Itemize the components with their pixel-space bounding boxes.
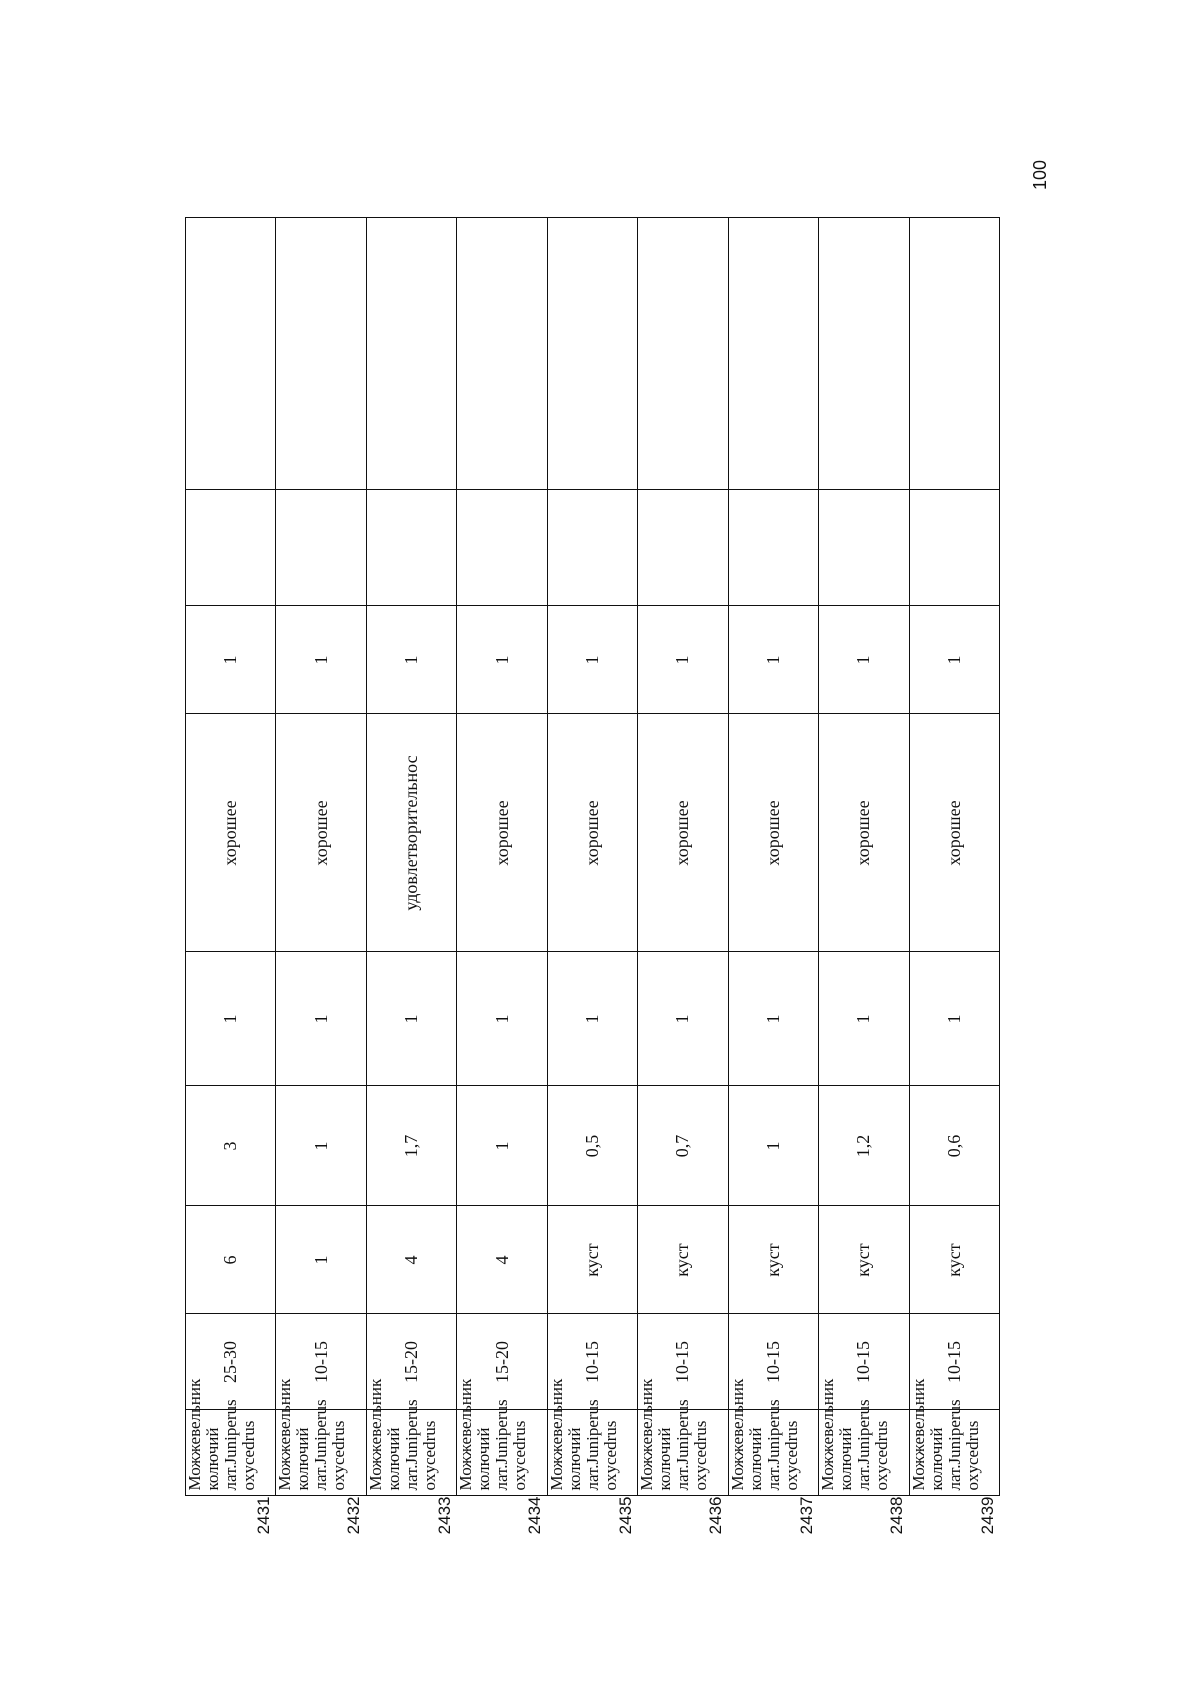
page-number: 100 (1030, 159, 1050, 191)
species-name-line: лат.Juniperus (401, 1399, 421, 1491)
value-cell-8: 1 (638, 606, 728, 714)
empty-cell-9 (366, 490, 456, 606)
age-cell: 10-15 (638, 1314, 728, 1410)
species-name-line: Можжевельник (818, 1378, 838, 1491)
condition-cell: хорошее (547, 714, 637, 952)
species-name-line: колючий (926, 1427, 946, 1491)
value-cell-5: 0,7 (638, 1086, 728, 1206)
empty-cell-9 (909, 490, 1000, 606)
value-cell-8: 1 (457, 606, 547, 714)
condition-cell: хорошее (276, 714, 366, 952)
species-name-line: Можжевельник (546, 1378, 566, 1491)
table-row (366, 218, 456, 1540)
table-row (728, 218, 818, 1540)
table-row (909, 218, 1000, 1540)
value-cell-4: куст (909, 1206, 1000, 1314)
empty-cell-10 (819, 218, 909, 490)
empty-cell-9 (819, 490, 909, 606)
species-name-line: oxycedrus (419, 1420, 439, 1491)
species-name-line: Можжевельник (727, 1378, 747, 1491)
empty-cell-10 (457, 218, 547, 490)
species-name-line: колючий (383, 1427, 403, 1491)
value-cell-4: куст (547, 1206, 637, 1314)
value-cell-5: 1 (728, 1086, 818, 1206)
value-cell-4: 4 (457, 1206, 547, 1314)
species-name-line: лат.Juniperus (763, 1399, 783, 1491)
value-cell-6: 1 (276, 952, 366, 1086)
value-cell-8: 1 (366, 606, 456, 714)
table-body (186, 218, 1000, 1540)
empty-cell-9 (547, 490, 637, 606)
species-name-cell (275, 1378, 366, 1496)
species-name-line: колючий (745, 1427, 765, 1491)
condition-cell: хорошее (186, 714, 276, 952)
species-name-line: лат.Juniperus (221, 1399, 240, 1491)
species-name-line: лат.Juniperus (492, 1399, 512, 1491)
condition-cell: хорошее (909, 714, 1000, 952)
value-cell-4: 6 (186, 1206, 276, 1314)
value-cell-5: 1,7 (366, 1086, 456, 1206)
table-row (186, 218, 276, 1540)
species-name-cell (546, 1378, 637, 1496)
value-cell-6: 1 (819, 952, 909, 1086)
species-name-cell (365, 1378, 456, 1496)
row-number: 2437 (796, 1496, 816, 1535)
value-cell-8: 1 (186, 606, 276, 714)
value-cell-8: 1 (547, 606, 637, 714)
species-name-line: oxycedrus (510, 1420, 530, 1491)
condition-cell: хорошее (819, 714, 909, 952)
empty-cell-10 (638, 218, 728, 490)
age-cell: 10-15 (547, 1314, 637, 1410)
empty-cell-9 (457, 490, 547, 606)
species-name-line: колючий (836, 1427, 856, 1491)
value-cell-8: 1 (276, 606, 366, 714)
value-cell-8: 1 (819, 606, 909, 714)
table-row (638, 218, 728, 1540)
table-row (547, 218, 637, 1540)
empty-cell-10 (366, 218, 456, 490)
species-name-line: oxycedrus (600, 1420, 620, 1491)
value-cell-5: 0,5 (547, 1086, 637, 1206)
value-cell-8: 1 (909, 606, 1000, 714)
value-cell-4: куст (638, 1206, 728, 1314)
age-cell: 10-15 (276, 1314, 366, 1410)
value-cell-6: 1 (638, 952, 728, 1086)
value-cell-5: 3 (186, 1086, 276, 1206)
species-name-line: Можжевельник (185, 1378, 204, 1491)
species-name-line: Можжевельник (908, 1378, 928, 1491)
empty-cell-9 (638, 490, 728, 606)
value-cell-4: 4 (366, 1206, 456, 1314)
species-name-line: oxycedrus (872, 1420, 892, 1491)
value-cell-5: 1,2 (819, 1086, 909, 1206)
value-cell-5: 1 (276, 1086, 366, 1206)
species-name-line: колючий (655, 1427, 675, 1491)
species-name-line: лат.Juniperus (944, 1399, 964, 1491)
empty-cell-10 (186, 218, 276, 490)
species-name-line: oxycedrus (962, 1420, 982, 1491)
age-cell: 10-15 (909, 1314, 1000, 1410)
species-name-line: oxycedrus (239, 1420, 258, 1491)
species-name-line: колючий (564, 1427, 584, 1491)
condition-cell: удовлетворительнос (366, 714, 456, 952)
species-name-line: колючий (203, 1427, 222, 1491)
age-cell: 10-15 (728, 1314, 818, 1410)
species-name-line: Можжевельник (456, 1378, 476, 1491)
species-name-line: лат.Juniperus (854, 1399, 874, 1491)
species-name-line: Можжевельник (275, 1378, 295, 1491)
row-number: 2438 (887, 1496, 906, 1535)
age-cell: 25-30 (186, 1314, 276, 1410)
value-cell-6: 1 (186, 952, 276, 1086)
value-cell-5: 1 (457, 1086, 547, 1206)
value-cell-6: 1 (366, 952, 456, 1086)
empty-cell-9 (186, 490, 276, 606)
empty-cell-10 (728, 218, 818, 490)
empty-cell-10 (547, 218, 637, 490)
table-row (276, 218, 366, 1540)
species-name-line: колючий (293, 1427, 313, 1491)
row-number: 2434 (525, 1496, 545, 1535)
value-cell-4: 1 (276, 1206, 366, 1314)
species-name-line: oxycedrus (329, 1420, 349, 1491)
species-name-cell (637, 1378, 728, 1496)
empty-cell-9 (728, 490, 818, 606)
row-number: 2433 (434, 1496, 454, 1535)
species-name-line: колючий (474, 1427, 494, 1491)
row-number: 2439 (977, 1496, 997, 1535)
rotated-table-wrapper (185, 218, 1000, 1540)
condition-cell: хорошее (728, 714, 818, 952)
empty-cell-9 (276, 490, 366, 606)
value-cell-8: 1 (728, 606, 818, 714)
condition-cell: хорошее (457, 714, 547, 952)
table-row (457, 218, 547, 1540)
table-row (819, 218, 909, 1540)
row-number: 2435 (615, 1496, 635, 1535)
value-cell-4: куст (728, 1206, 818, 1314)
value-cell-5: 0,6 (909, 1086, 1000, 1206)
plants-table (185, 218, 1000, 1541)
species-name-line: лат.Juniperus (311, 1399, 331, 1491)
row-number: 2436 (706, 1496, 726, 1535)
species-name-cell (456, 1378, 547, 1496)
condition-cell: хорошее (638, 714, 728, 952)
empty-cell-10 (909, 218, 1000, 490)
species-name-line: oxycedrus (781, 1420, 801, 1491)
value-cell-6: 1 (728, 952, 818, 1086)
species-name-line: лат.Juniperus (673, 1399, 693, 1491)
species-name-line: Можжевельник (637, 1378, 657, 1491)
value-cell-6: 1 (457, 952, 547, 1086)
age-cell: 15-20 (366, 1314, 456, 1410)
value-cell-6: 1 (547, 952, 637, 1086)
species-name-line: Можжевельник (365, 1378, 385, 1491)
row-number: 2432 (344, 1496, 364, 1535)
empty-cell-10 (276, 218, 366, 490)
species-name-line: oxycedrus (691, 1420, 711, 1491)
species-name-cell (818, 1378, 909, 1496)
species-name-cell (185, 1378, 276, 1496)
species-name-cell (727, 1378, 818, 1496)
species-name-cell (908, 1378, 1000, 1496)
value-cell-4: куст (819, 1206, 909, 1314)
age-cell: 10-15 (819, 1314, 909, 1410)
value-cell-6: 1 (909, 952, 1000, 1086)
row-number: 2431 (253, 1496, 273, 1535)
age-cell: 15-20 (457, 1314, 547, 1410)
species-name-line: лат.Juniperus (582, 1399, 602, 1491)
